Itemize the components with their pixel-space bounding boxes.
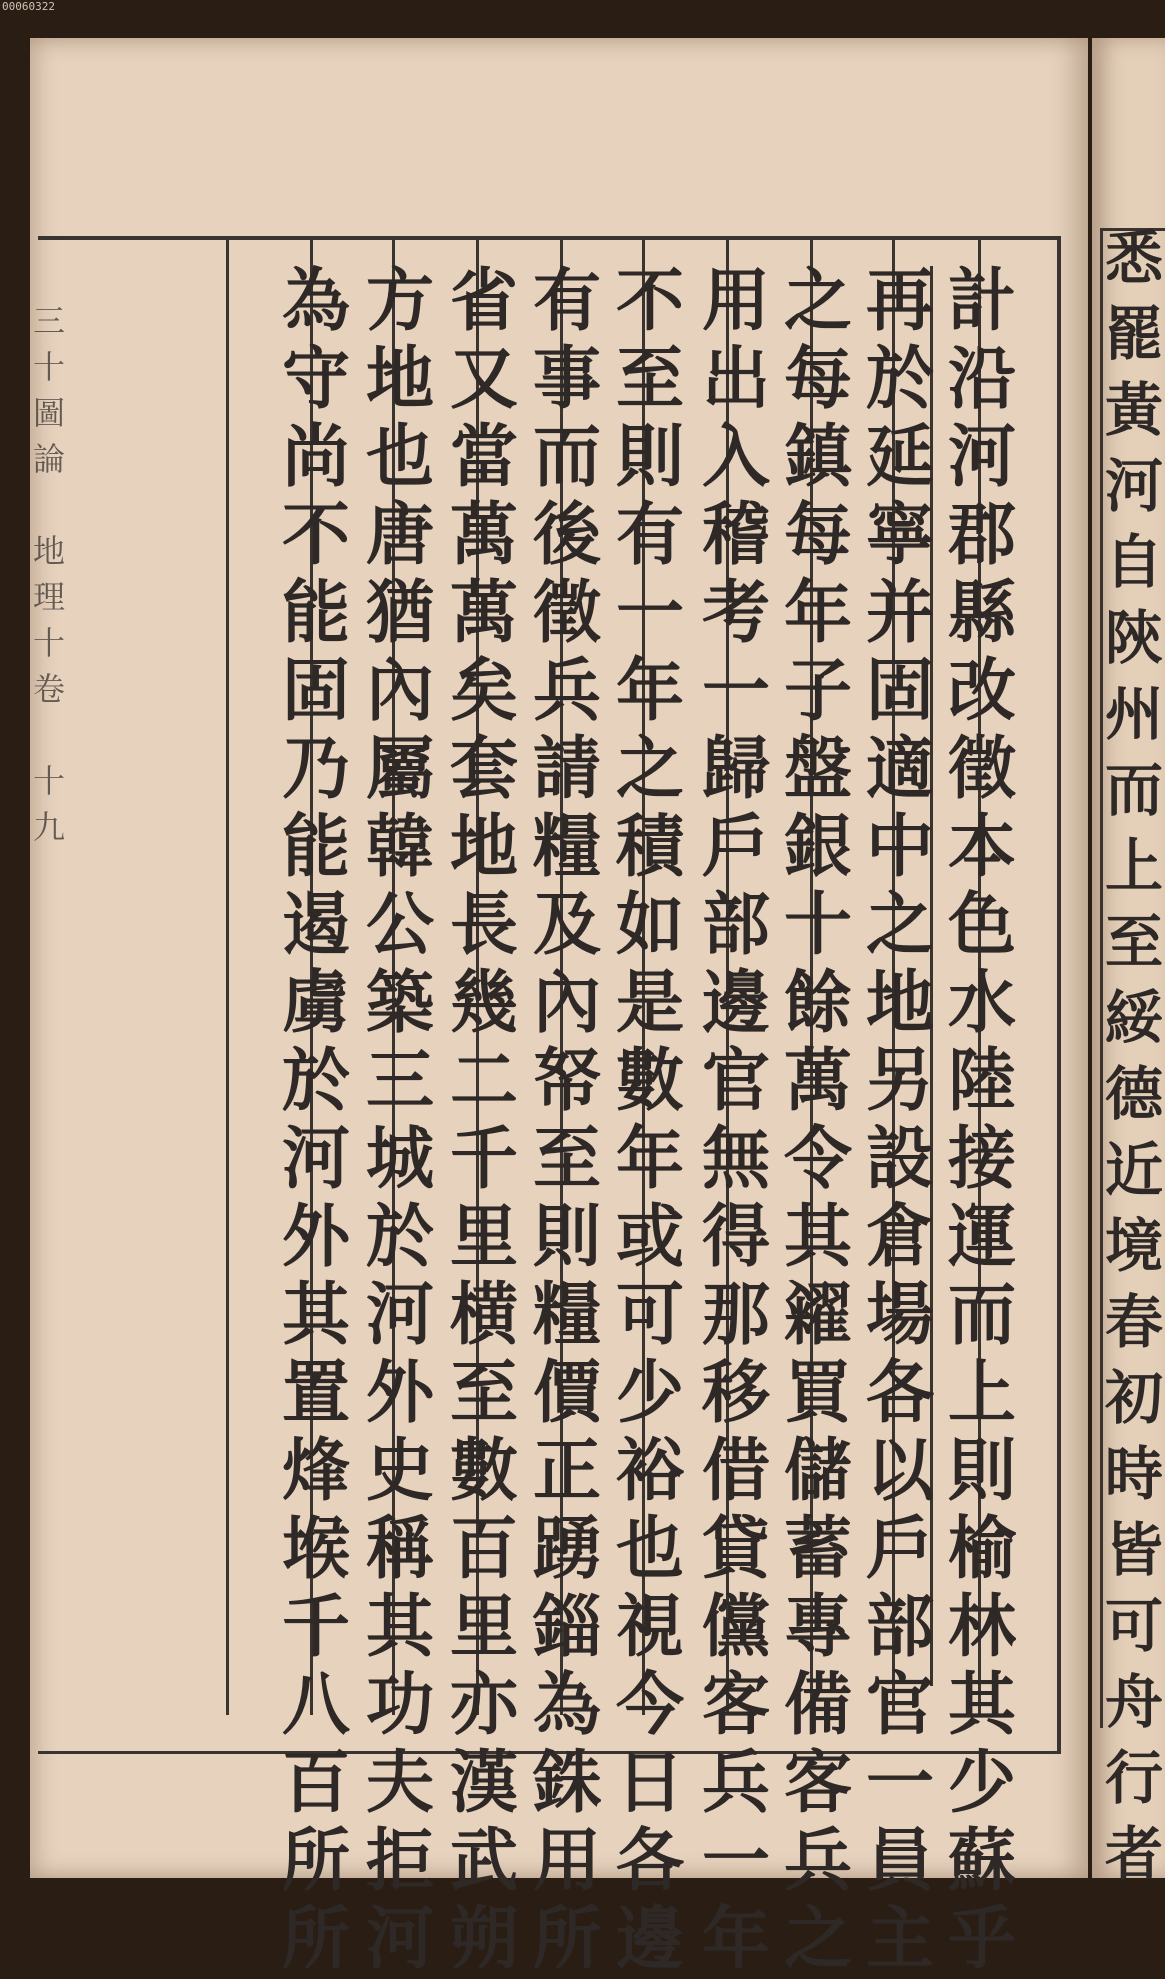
glyph: 萬 xyxy=(783,1041,852,1121)
glyph: 專 xyxy=(783,1587,852,1667)
glyph: 考 xyxy=(701,573,770,653)
right-glyph: 皆 xyxy=(1105,1516,1164,1584)
glyph: 築 xyxy=(365,963,434,1043)
glyph: 郡 xyxy=(947,495,1016,575)
glyph: 是 xyxy=(615,963,684,1043)
glyph: 其 xyxy=(365,1587,434,1667)
glyph: 河 xyxy=(281,1119,350,1199)
glyph: 內 xyxy=(365,651,434,731)
glyph: 其 xyxy=(947,1665,1016,1745)
glyph: 子 xyxy=(783,651,852,731)
glyph: 至 xyxy=(532,1119,601,1199)
glyph: 銖 xyxy=(532,1743,601,1823)
glyph: 矣 xyxy=(449,651,518,731)
glyph: 年 xyxy=(615,1119,684,1199)
right-glyph: 時 xyxy=(1105,1440,1164,1508)
right-glyph: 舟 xyxy=(1105,1668,1164,1736)
glyph: 部 xyxy=(701,885,770,965)
glyph: 兵 xyxy=(701,1743,770,1823)
glyph: 拒 xyxy=(365,1821,434,1901)
glyph: 年 xyxy=(783,573,852,653)
glyph: 中 xyxy=(865,807,934,887)
glyph: 少 xyxy=(947,1743,1016,1823)
margin-glyph: 九 xyxy=(32,808,65,846)
glyph: 并 xyxy=(865,573,934,653)
glyph: 里 xyxy=(449,1587,518,1667)
glyph: 也 xyxy=(365,417,434,497)
glyph: 至 xyxy=(615,339,684,419)
glyph: 公 xyxy=(365,885,434,965)
glyph: 武 xyxy=(449,1821,518,1901)
glyph: 一 xyxy=(615,573,684,653)
glyph: 糴 xyxy=(783,1275,852,1355)
glyph: 猶 xyxy=(365,573,434,653)
glyph: 積 xyxy=(615,807,684,887)
glyph: 長 xyxy=(449,885,518,965)
glyph: 適 xyxy=(865,729,934,809)
glyph: 寧 xyxy=(865,495,934,575)
glyph: 地 xyxy=(365,339,434,419)
text-column xyxy=(358,261,442,1979)
glyph: 至 xyxy=(449,1353,518,1433)
glyph: 今 xyxy=(615,1665,684,1745)
glyph: 之 xyxy=(783,1899,852,1979)
glyph: 萬 xyxy=(449,495,518,575)
right-glyph: 悉 xyxy=(1105,224,1164,292)
right-glyph: 春 xyxy=(1105,1288,1164,1356)
glyph: 功 xyxy=(365,1665,434,1745)
glyph: 如 xyxy=(615,885,684,965)
glyph: 歸 xyxy=(701,729,770,809)
glyph: 帑 xyxy=(532,1041,601,1121)
glyph: 百 xyxy=(449,1509,518,1589)
glyph: 銀 xyxy=(783,807,852,887)
glyph: 貸 xyxy=(701,1509,770,1589)
glyph: 稱 xyxy=(365,1509,434,1589)
glyph: 横 xyxy=(449,1275,518,1355)
glyph: 百 xyxy=(281,1743,350,1823)
glyph: 每 xyxy=(783,495,852,575)
glyph: 為 xyxy=(532,1665,601,1745)
glyph: 出 xyxy=(701,339,770,419)
glyph: 於 xyxy=(281,1041,350,1121)
glyph: 能 xyxy=(281,573,350,653)
glyph: 置 xyxy=(281,1353,350,1433)
glyph: 少 xyxy=(615,1353,684,1433)
text-column xyxy=(525,261,609,1979)
right-glyph: 境 xyxy=(1105,1212,1164,1280)
glyph: 備 xyxy=(783,1665,852,1745)
glyph: 林 xyxy=(947,1587,1016,1667)
glyph: 主 xyxy=(865,1899,934,1979)
glyph: 盤 xyxy=(783,729,852,809)
glyph: 虜 xyxy=(281,963,350,1043)
glyph: 接 xyxy=(947,1119,1016,1199)
glyph: 移 xyxy=(701,1353,770,1433)
glyph: 水 xyxy=(947,963,1016,1043)
glyph: 而 xyxy=(947,1275,1016,1355)
glyph: 十 xyxy=(783,885,852,965)
glyph: 一 xyxy=(865,1743,934,1823)
glyph: 官 xyxy=(865,1665,934,1745)
glyph: 請 xyxy=(532,729,601,809)
glyph: 鎮 xyxy=(783,417,852,497)
glyph: 不 xyxy=(281,495,350,575)
glyph: 兵 xyxy=(532,651,601,731)
glyph: 當 xyxy=(449,417,518,497)
glyph: 年 xyxy=(615,651,684,731)
glyph: 夫 xyxy=(365,1743,434,1823)
glyph: 其 xyxy=(783,1197,852,1277)
glyph: 改 xyxy=(947,651,1016,731)
glyph: 於 xyxy=(865,339,934,419)
glyph: 用 xyxy=(532,1821,601,1901)
glyph: 不 xyxy=(615,261,684,341)
glyph: 或 xyxy=(615,1197,684,1277)
glyph: 糧 xyxy=(532,807,601,887)
glyph: 官 xyxy=(701,1041,770,1121)
glyph: 徵 xyxy=(532,573,601,653)
glyph: 踴 xyxy=(532,1509,601,1589)
right-glyph: 德 xyxy=(1105,1060,1164,1128)
glyph: 以 xyxy=(865,1431,934,1511)
glyph: 史 xyxy=(365,1431,434,1511)
right-glyph: 上 xyxy=(1105,832,1164,900)
glyph: 韓 xyxy=(365,807,434,887)
glyph: 徵 xyxy=(947,729,1016,809)
glyph: 各 xyxy=(865,1353,934,1433)
margin-glyph: 十 xyxy=(32,348,65,386)
glyph: 令 xyxy=(783,1119,852,1199)
glyph: 錙 xyxy=(532,1587,601,1667)
right-glyph: 初 xyxy=(1105,1364,1164,1432)
glyph: 其 xyxy=(281,1275,350,1355)
glyph: 能 xyxy=(281,807,350,887)
glyph: 數 xyxy=(449,1431,518,1511)
scan-id: 00060322 xyxy=(2,0,55,13)
margin-glyph: 十 xyxy=(32,624,65,662)
glyph: 河 xyxy=(365,1899,434,1979)
glyph: 計 xyxy=(947,261,1016,341)
glyph: 內 xyxy=(532,963,601,1043)
right-glyph: 行 xyxy=(1105,1744,1164,1812)
glyph: 省 xyxy=(449,261,518,341)
right-glyph: 者 xyxy=(1105,1820,1164,1888)
glyph: 無 xyxy=(701,1119,770,1199)
text-column xyxy=(608,261,692,1979)
glyph: 所 xyxy=(532,1899,601,1979)
glyph: 所 xyxy=(281,1821,350,1901)
glyph: 烽 xyxy=(281,1431,350,1511)
glyph: 則 xyxy=(615,417,684,497)
right-glyph: 近 xyxy=(1105,1136,1164,1204)
glyph: 裕 xyxy=(615,1431,684,1511)
glyph: 日 xyxy=(615,1743,684,1823)
glyph: 屬 xyxy=(365,729,434,809)
glyph: 而 xyxy=(532,417,601,497)
glyph: 倉 xyxy=(865,1197,934,1277)
glyph: 沿 xyxy=(947,339,1016,419)
glyph: 千 xyxy=(449,1119,518,1199)
glyph: 上 xyxy=(947,1353,1016,1433)
glyph: 色 xyxy=(947,885,1016,965)
glyph: 之 xyxy=(615,729,684,809)
glyph: 套 xyxy=(449,729,518,809)
margin-glyph xyxy=(44,482,54,528)
margin-glyph: 圖 xyxy=(32,394,65,432)
glyph: 於 xyxy=(365,1197,434,1277)
glyph: 邊 xyxy=(615,1899,684,1979)
glyph: 稽 xyxy=(701,495,770,575)
glyph: 也 xyxy=(615,1509,684,1589)
glyph: 榆 xyxy=(947,1509,1016,1589)
right-glyph: 至 xyxy=(1105,908,1164,976)
glyph: 之 xyxy=(783,261,852,341)
right-glyph: 罷 xyxy=(1105,300,1164,368)
glyph: 入 xyxy=(701,417,770,497)
glyph: 外 xyxy=(365,1353,434,1433)
glyph: 另 xyxy=(865,1041,934,1121)
glyph: 又 xyxy=(449,339,518,419)
text-column xyxy=(274,261,358,1979)
glyph: 儻 xyxy=(701,1587,770,1667)
glyph: 縣 xyxy=(947,573,1016,653)
glyph: 員 xyxy=(865,1821,934,1901)
margin-glyph: 三 xyxy=(32,302,65,340)
glyph: 千 xyxy=(281,1587,350,1667)
glyph: 餘 xyxy=(783,963,852,1043)
margin-glyph: 地 xyxy=(32,532,65,570)
glyph: 尚 xyxy=(281,417,350,497)
glyph: 用 xyxy=(701,261,770,341)
right-glyph: 河 xyxy=(1105,452,1164,520)
glyph: 得 xyxy=(701,1197,770,1277)
glyph: 正 xyxy=(532,1431,601,1511)
glyph: 那 xyxy=(701,1275,770,1355)
glyph: 一 xyxy=(701,1821,770,1901)
glyph: 幾 xyxy=(449,963,518,1043)
glyph: 城 xyxy=(365,1119,434,1199)
glyph: 兵 xyxy=(783,1821,852,1901)
glyph: 地 xyxy=(865,963,934,1043)
glyph: 可 xyxy=(615,1275,684,1355)
right-page-column xyxy=(1105,220,1165,1888)
text-column xyxy=(940,261,1024,1979)
right-glyph: 黃 xyxy=(1105,376,1164,444)
glyph: 場 xyxy=(865,1275,934,1355)
glyph: 固 xyxy=(281,651,350,731)
column-rule xyxy=(226,240,229,1715)
glyph: 戶 xyxy=(701,807,770,887)
glyph: 則 xyxy=(947,1431,1016,1511)
glyph: 借 xyxy=(701,1431,770,1511)
right-glyph: 州 xyxy=(1105,680,1164,748)
text-column xyxy=(442,261,526,1979)
text-column xyxy=(776,261,860,1979)
glyph: 為 xyxy=(281,261,350,341)
glyph: 糧 xyxy=(532,1275,601,1355)
margin-glyph: 理 xyxy=(32,578,65,616)
glyph: 外 xyxy=(281,1197,350,1277)
right-glyph: 而 xyxy=(1105,756,1164,824)
glyph: 遏 xyxy=(281,885,350,965)
margin-glyph: 十 xyxy=(32,762,65,800)
glyph: 邊 xyxy=(701,963,770,1043)
glyph: 客 xyxy=(783,1743,852,1823)
right-glyph: 自 xyxy=(1105,528,1164,596)
glyph: 戶 xyxy=(865,1509,934,1589)
text-column xyxy=(858,261,942,1979)
text-column xyxy=(694,261,778,1979)
glyph: 設 xyxy=(865,1119,934,1199)
right-glyph: 陝 xyxy=(1105,604,1164,672)
glyph: 事 xyxy=(532,339,601,419)
glyph: 價 xyxy=(532,1353,601,1433)
glyph: 亦 xyxy=(449,1665,518,1745)
glyph: 本 xyxy=(947,807,1016,887)
glyph: 方 xyxy=(365,261,434,341)
glyph: 所 xyxy=(281,1899,350,1979)
glyph: 乃 xyxy=(281,729,350,809)
glyph: 固 xyxy=(865,651,934,731)
glyph: 守 xyxy=(281,339,350,419)
glyph: 陸 xyxy=(947,1041,1016,1121)
glyph: 年 xyxy=(701,1899,770,1979)
glyph: 延 xyxy=(865,417,934,497)
glyph: 後 xyxy=(532,495,601,575)
glyph: 部 xyxy=(865,1587,934,1667)
glyph: 里 xyxy=(449,1197,518,1277)
glyph: 有 xyxy=(532,261,601,341)
glyph: 視 xyxy=(615,1587,684,1667)
glyph: 一 xyxy=(701,651,770,731)
glyph: 再 xyxy=(865,261,934,341)
glyph: 及 xyxy=(532,885,601,965)
glyph: 河 xyxy=(947,417,1016,497)
glyph: 有 xyxy=(615,495,684,575)
glyph: 數 xyxy=(615,1041,684,1121)
glyph: 蘇 xyxy=(947,1821,1016,1901)
glyph: 朔 xyxy=(449,1899,518,1979)
margin-glyph: 卷 xyxy=(32,670,65,708)
margin-glyph: 論 xyxy=(32,440,65,478)
right-glyph: 可 xyxy=(1105,1592,1164,1660)
glyph: 蓄 xyxy=(783,1509,852,1589)
glyph: 運 xyxy=(947,1197,1016,1277)
glyph: 三 xyxy=(365,1041,434,1121)
glyph: 八 xyxy=(281,1665,350,1745)
glyph: 買 xyxy=(783,1353,852,1433)
glyph: 乎 xyxy=(947,1899,1016,1979)
glyph: 漢 xyxy=(449,1743,518,1823)
right-glyph: 綏 xyxy=(1105,984,1164,1052)
glyph: 地 xyxy=(449,807,518,887)
glyph: 各 xyxy=(615,1821,684,1901)
glyph: 萬 xyxy=(449,573,518,653)
margin-glyph xyxy=(44,712,54,758)
glyph: 每 xyxy=(783,339,852,419)
glyph: 河 xyxy=(365,1275,434,1355)
glyph: 儲 xyxy=(783,1431,852,1511)
glyph: 則 xyxy=(532,1197,601,1277)
glyph: 唐 xyxy=(365,495,434,575)
glyph: 之 xyxy=(865,885,934,965)
glyph: 二 xyxy=(449,1041,518,1121)
glyph: 堠 xyxy=(281,1509,350,1589)
glyph: 客 xyxy=(701,1665,770,1745)
margin-text xyxy=(32,298,66,1598)
